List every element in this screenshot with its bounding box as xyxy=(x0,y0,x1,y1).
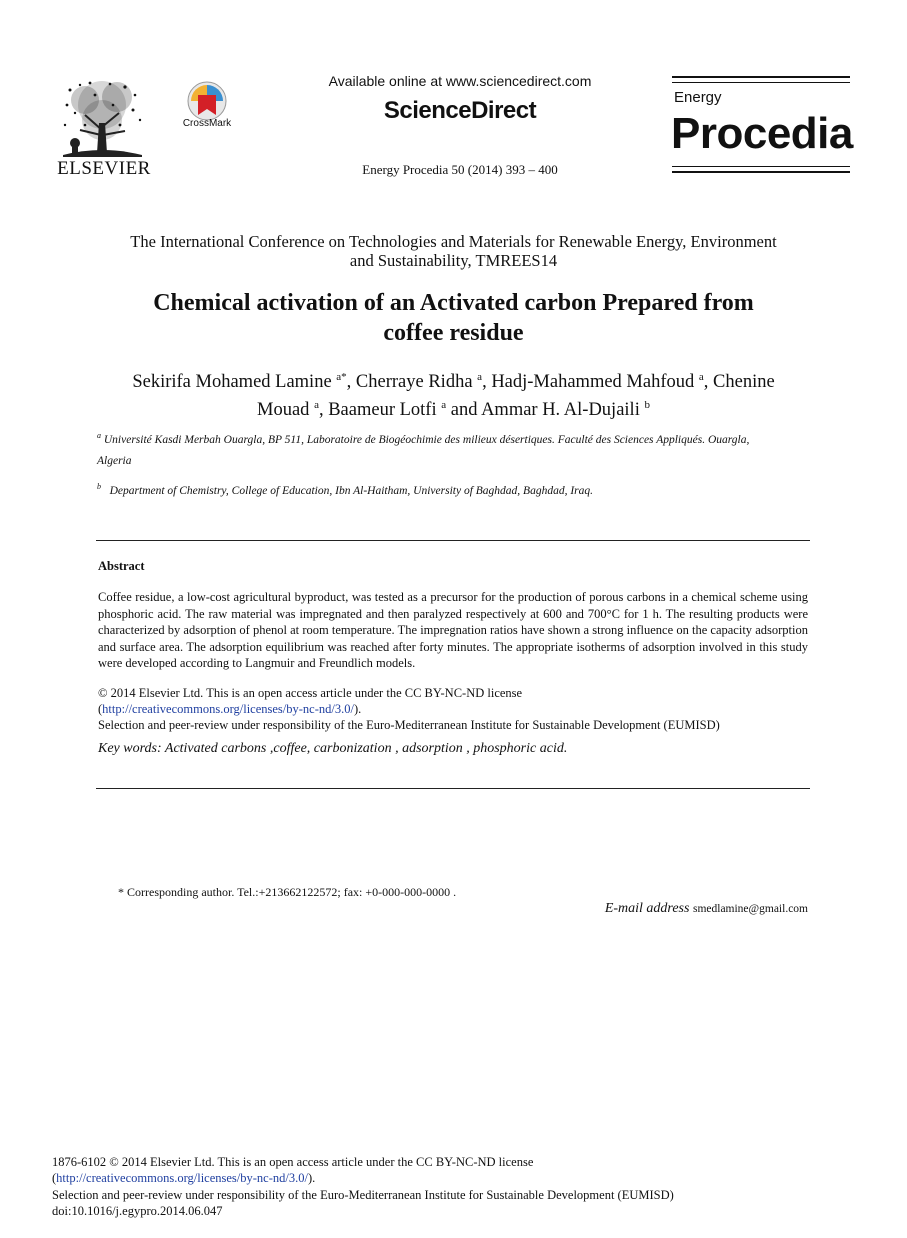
author-separator: , Chenine xyxy=(703,372,775,393)
paren-close: ). xyxy=(307,1171,316,1185)
license-line xyxy=(98,701,808,717)
abstract-top-rule xyxy=(96,540,810,541)
footer-issn-license: 1876-6102 © 2014 Elsevier Ltd. This is an open access article under the CC BY-NC-ND license xyxy=(52,1155,534,1169)
author-affiliation-mark: b xyxy=(644,399,650,412)
author-separator: and xyxy=(446,400,482,421)
journal-energy-label: Energy xyxy=(674,89,722,106)
affiliation-mark: b xyxy=(97,482,101,491)
crossmark-label: CrossMark xyxy=(182,118,232,129)
footer-license-link[interactable]: http://creativecommons.org/licenses/by-nc-nd/3.0/ xyxy=(56,1171,308,1185)
affiliation-b-text: Department of Chemistry, College of Education, Ibn Al-Haitham, University of Baghdad, Baghdad, Iraq. xyxy=(109,484,594,497)
author-affiliation-mark: a xyxy=(441,399,447,412)
journal-reference: Energy Procedia 50 (2014) 393 – 400 xyxy=(362,162,558,177)
journal-name: Procedia xyxy=(671,109,853,158)
affiliation-a-line-2: Algeria xyxy=(97,455,132,467)
affiliation-a xyxy=(97,431,812,446)
author-affiliation-mark: a xyxy=(477,371,483,383)
email-line xyxy=(560,901,808,917)
author-list xyxy=(90,366,817,422)
author-separator: , xyxy=(482,372,492,393)
publisher-name: ELSEVIER xyxy=(57,158,151,179)
author-affiliation-mark: a xyxy=(698,371,704,383)
footer-peer-review: Selection and peer-review under responsibility of the Euro-Mediterranean Institute for Sustainable Development (EUMISD) xyxy=(52,1188,674,1202)
author-line-2 xyxy=(90,394,817,422)
keywords: Key words: Activated carbons ,coffee, carbonization , adsorption , phosphoric acid. xyxy=(98,741,568,756)
masthead-rule-top xyxy=(672,76,850,78)
footer-doi[interactable]: doi:10.1016/j.egypro.2014.06.047 xyxy=(52,1204,223,1218)
email-label: E-mail address xyxy=(604,901,690,916)
copyright-notice: © 2014 Elsevier Ltd. This is an open access article under the CC BY-NC-ND license xyxy=(98,686,523,700)
author-name: Mouad xyxy=(257,400,310,421)
available-online-text: Available online at www.sciencedirect.com xyxy=(328,73,592,89)
masthead-rule-bottom-thin xyxy=(672,166,850,167)
peer-review-notice: Selection and peer-review under responsibility of the Euro-Mediterranean Institute for Sustainable Development (EUMISD) xyxy=(98,718,720,732)
author-separator: , xyxy=(346,372,356,393)
author-separator: , xyxy=(318,400,329,421)
masthead-rule-bottom xyxy=(672,171,850,173)
conference-line-1: The International Conference on Technologies and Materials for Renewable Energy, Environment xyxy=(130,232,777,251)
masthead-rule-top-thin xyxy=(672,82,850,83)
paren-close: ). xyxy=(353,702,362,716)
affiliation-b xyxy=(97,482,812,497)
author-affiliation-mark: a* xyxy=(336,371,347,383)
license-link[interactable]: http://creativecommons.org/licenses/by-nc-nd/3.0/ xyxy=(102,702,354,716)
paren-open: ( xyxy=(98,702,103,716)
author-name: Baameur Lotfi xyxy=(328,400,437,421)
sciencedirect-brand: ScienceDirect xyxy=(383,97,537,124)
paper-title-line-1: Chemical activation of an Activated carbon Prepared from xyxy=(153,290,754,316)
paper-title xyxy=(90,288,817,348)
corresponding-author: * Corresponding author. Tel.:+213662122572; fax: +0-000-000-0000 . xyxy=(118,885,457,899)
author-name: Sekirifa Mohamed Lamine xyxy=(132,372,332,393)
abstract-bottom-rule xyxy=(96,788,810,789)
abstract-heading: Abstract xyxy=(98,559,145,573)
affiliation-mark: a xyxy=(97,431,101,440)
conference-name xyxy=(90,232,817,270)
author-affiliation-mark: a xyxy=(314,399,319,412)
author-name: Hadj-Mahammed Mahfoud xyxy=(491,372,695,393)
affiliation-a-line-1: Université Kasdi Merbah Ouargla, BP 511, Laboratoire de Biogéochimie des milieux désertiques. Faculté des Sciences Appliqués. Ouargla, xyxy=(103,433,750,446)
conference-line-2: and Sustainability, TMREES14 xyxy=(349,251,558,270)
author-name: Ammar H. Al-Dujaili xyxy=(481,400,640,421)
footer-license-line xyxy=(52,1170,872,1187)
paper-title-line-2: coffee residue xyxy=(383,320,524,346)
author-name: Cherraye Ridha xyxy=(355,372,473,393)
email-address[interactable]: smedlamine@gmail.com xyxy=(692,903,808,915)
paren-open: ( xyxy=(52,1171,57,1185)
author-line-1 xyxy=(90,366,817,394)
abstract-text: Coffee residue, a low-cost agricultural byproduct, was tested as a precursor for the production of porous carbons in a chemical scheme using phosphoric acid. The raw material was impregnated and then paralyzed respectively at 600 and 700°C for 1 h. The resulting products were characterized by adsorption of phenol at room temperature. The impregnation ratios have shown a strong influence on the capacity adsorption and surface area. The adsorption equilibrium was reached after forty minutes. The appropriate isotherms of adsorption involved in this study were developed according to Langmuir and Freundlich models. xyxy=(98,590,808,670)
